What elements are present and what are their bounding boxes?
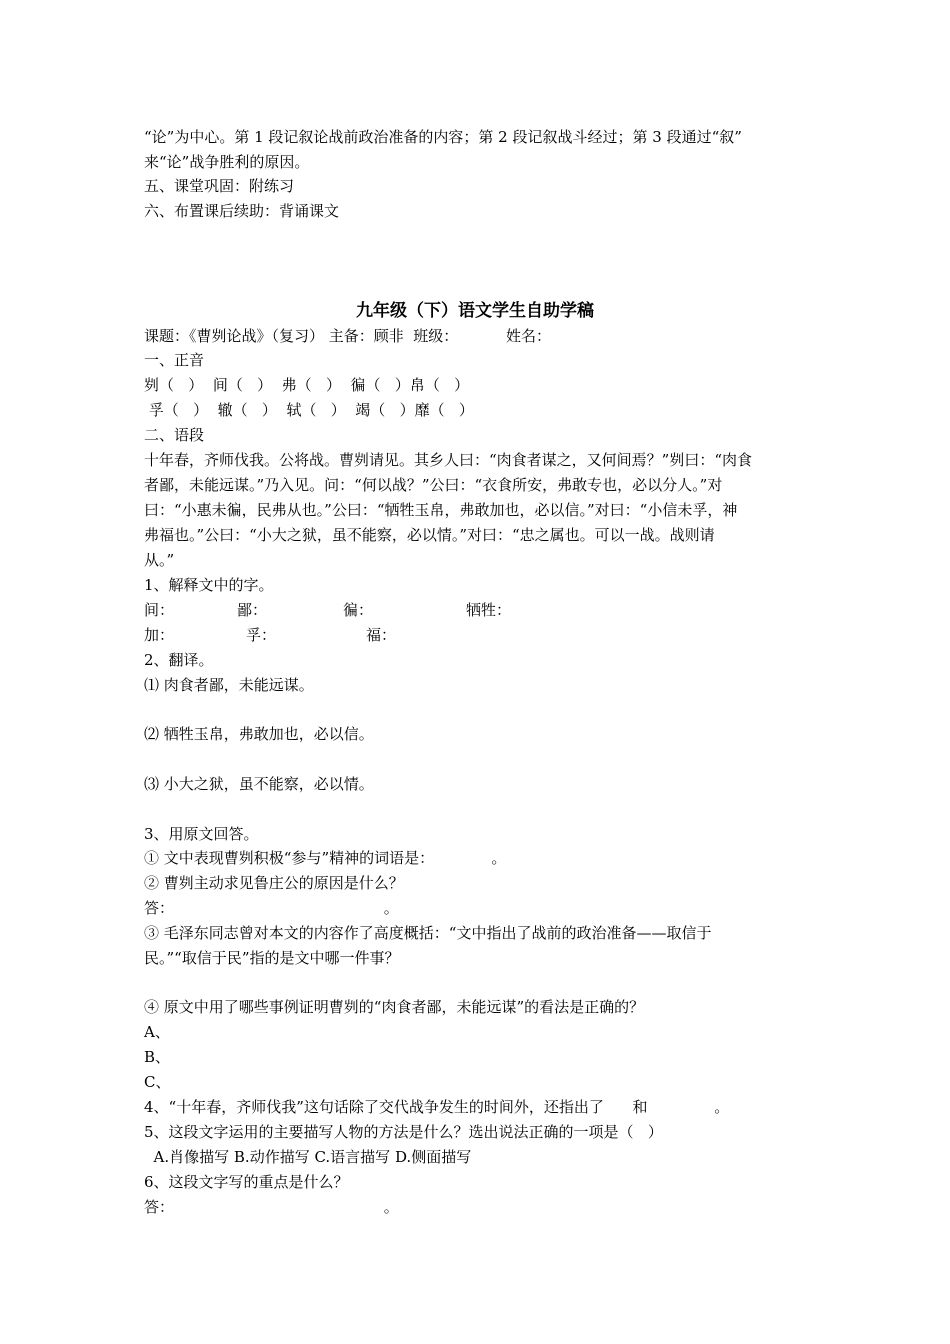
translate-item: ⑵ 牺牲玉帛，弗敢加也，必以信。 [144,725,374,743]
section-2-heading: 二、语段 [144,426,205,444]
word-blank: 加： [144,626,175,644]
top-line-1: “论”为中心。第 1 段记叙论战前政治准备的内容；第 2 段记叙战斗经过；第 3 段通过“叙” [144,128,742,146]
question-3-3: ③ 毛泽东同志曾对本文的内容作了高度概括：“文中指出了战前的政治准备——取信于 [144,924,712,942]
word-blank: 鄙： [237,601,268,619]
translate-item: ⑴ 肉食者鄙，未能远谋。 [144,676,314,694]
question-5-options: A.肖像描写 B.动作描写 C.语言描写 D.侧面描写 [144,1148,472,1166]
word-blank: 牺牲： [466,601,512,619]
passage-line: 弗福也。”公曰：“小大之狱，虽不能察，必以情。”对曰：“忠之属也。可以一战。战则请 [144,526,715,544]
passage-line: 十年春，齐师伐我。公将战。曹刿请见。其乡人曰：“肉食者谋之，又何间焉？”刿曰：“肉食 [144,451,753,469]
option-line: A、 [144,1023,170,1041]
item-5: 五、课堂巩固：附练习 [144,177,295,195]
option-line: B、 [144,1048,171,1066]
passage-line: 者鄙，未能远谋。”乃入见。问：“何以战？”公曰：“衣食所安，弗敢专也，必以分人。”对 [144,476,723,494]
answer-line: 答： 。 [144,1198,399,1216]
question-3-3-cont: 民。”“取信于民”指的是文中哪一件事？ [144,949,400,967]
passage-line: 曰：“小惠未徧，民弗从也。”公曰：“牺牲玉帛，弗敢加也，必以信。”对曰：“小信未孚，神 [144,501,738,519]
item-6: 六、布置课后续助：背诵课文 [144,202,340,220]
worksheet-header: 课题：《曹刿论战》（复习） 主备：顾非 班级： 姓名： [144,327,551,345]
question-4: 4、“十年春，齐师伐我”这句话除了交代战争发生的时间外，还指出了 和 。 [144,1098,730,1116]
word-blank: 福： [366,626,397,644]
section-1-heading: 一、正音 [144,351,205,369]
option-line: C、 [144,1073,171,1091]
question-1: 1、解释文中的字。 [144,576,274,594]
word-blank: 孚： [246,626,277,644]
word-blank: 徧： [343,601,374,619]
question-3-2: ② 曹刿主动求见鲁庄公的原因是什么？ [144,874,404,892]
question-3-1: ① 文中表现曹刿积极“参与”精神的词语是： 。 [144,849,507,867]
question-5: 5、这段文字运用的主要描写人物的方法是什么？选出说法正确的一项是（ ） [144,1123,663,1141]
answer-line: 答： 。 [144,899,399,917]
question-2: 2、翻译。 [144,651,214,669]
translate-item: ⑶ 小大之狱，虽不能察，必以情。 [144,775,374,793]
question-3: 3、用原文回答。 [144,825,259,843]
passage-line: 从。” [144,551,175,569]
word-blank: 间： [144,601,175,619]
pinyin-row-2: 孚（ ） 辙（ ） 轼（ ） 竭（ ）靡（ ） [144,401,474,419]
top-line-2: 来“论”战争胜利的原因。 [144,153,310,171]
worksheet-title: 九年级（下）语文学生自助学稿 [356,301,594,321]
pinyin-row-1: 刿（ ） 间（ ） 弗（ ） 徧（ ）帛（ ） [144,376,470,394]
question-6: 6、这段文字写的重点是什么？ [144,1173,349,1191]
question-3-4: ④ 原文中用了哪些事例证明曹刿的“肉食者鄙，未能远谋”的看法是正确的？ [144,998,645,1016]
